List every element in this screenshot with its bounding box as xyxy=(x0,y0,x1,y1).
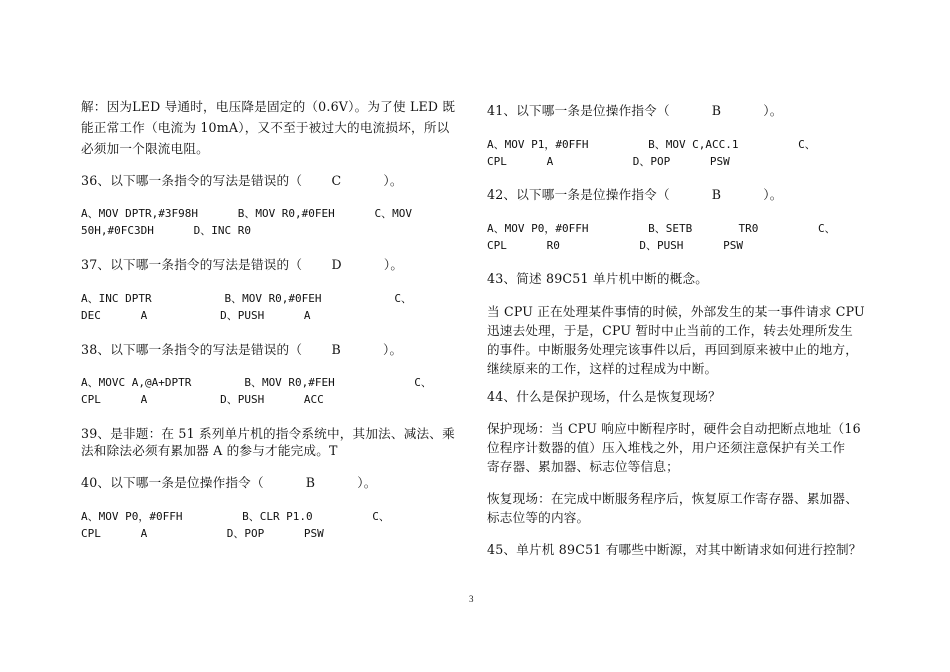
answer-44b-line-2: 标志位等的内容。 xyxy=(487,510,590,525)
question-39-line-1: 39、是非题：在 51 系列单片机的指令系统中，其加法、减法、乘 xyxy=(81,426,455,441)
question-41-options-1: A、MOV P1，#0FFH B、MOV C,ACC.1 C、 xyxy=(487,138,816,151)
answer-43-line-4: 继续原来的工作，这样的过程成为中断。 xyxy=(487,361,718,376)
answer-43-line-2: 迅速去处理，于是，CPU 暂时中止当前的工作，转去处理所发生 xyxy=(487,323,853,338)
question-40: 40、以下哪一条是位操作指令（ B ）。 xyxy=(81,475,377,490)
answer-44a-line-3: 寄存器、累加器、标志位等信息； xyxy=(487,459,679,474)
question-37: 37、以下哪一条指令的写法是错误的（ D ）。 xyxy=(81,257,404,272)
question-41: 41、以下哪一条是位操作指令（ B ）。 xyxy=(487,103,783,118)
question-40-options-1: A、MOV P0，#0FFH B、CLR P1.0 C、 xyxy=(81,510,390,523)
question-36: 36、以下哪一条指令的写法是错误的（ C ）。 xyxy=(81,173,403,188)
intro-line-1: 解：因为LED 导通时，电压降是固定的（0.6V）。为了使 LED 既 xyxy=(81,99,456,114)
question-37-options-2: DEC A D、PUSH A xyxy=(81,309,311,322)
question-44: 44、什么是保护现场，什么是恢复现场？ xyxy=(487,389,721,404)
question-39-line-2: 法和除法必须有累加器 A 的参与才能完成。T xyxy=(81,443,338,458)
question-38: 38、以下哪一条指令的写法是错误的（ B ）。 xyxy=(81,342,403,357)
page-number: 3 xyxy=(469,594,474,604)
question-38-options-1: A、MOVC A,@A+DPTR B、MOV R0,#FEH C、 xyxy=(81,376,432,389)
question-42-options-2: CPL R0 D、PUSH PSW xyxy=(487,239,744,252)
question-43: 43、简述 89C51 单片机中断的概念。 xyxy=(487,271,709,286)
answer-44a-line-1: 保护现场：当 CPU 响应中断程序时，硬件会自动把断点地址（16 xyxy=(487,421,861,436)
question-45: 45、单片机 89C51 有哪些中断源，对其中断请求如何进行控制？ xyxy=(487,542,862,557)
intro-line-2: 能正常工作（电流为 10mA），又不至于被过大的电流损坏，所以 xyxy=(81,120,450,135)
question-42: 42、以下哪一条是位操作指令（ B ）。 xyxy=(487,187,783,202)
question-37-options-1: A、INC DPTR B、MOV R0,#0FEH C、 xyxy=(81,292,413,305)
question-42-options-1: A、MOV P0，#0FFH B、SETB TR0 C、 xyxy=(487,222,836,235)
intro-line-3: 必须加一个限流电阻。 xyxy=(81,141,209,156)
question-38-options-2: CPL A D、PUSH ACC xyxy=(81,393,324,406)
question-36-options-2: 50H,#0FC3DH D、INC R0 xyxy=(81,224,251,237)
answer-44b-line-1: 恢复现场：在完成中断服务程序后，恢复原工作寄存器、累加器、 xyxy=(487,491,859,506)
question-36-options-1: A、MOV DPTR,#3F98H B、MOV R0,#0FEH C、MOV xyxy=(81,207,413,220)
question-41-options-2: CPL A D、POP PSW xyxy=(487,155,730,168)
answer-43-line-1: 当 CPU 正在处理某件事情的时候，外部发生的某一事件请求 CPU xyxy=(487,304,865,319)
answer-43-line-3: 的事件。中断服务处理完该事件以后，再回到原来被中止的地方， xyxy=(487,342,859,357)
question-40-options-2: CPL A D、POP PSW xyxy=(81,527,324,540)
answer-44a-line-2: 位程序计数器的值）压入堆栈之外，用户还须注意保护有关工作 xyxy=(487,440,846,455)
